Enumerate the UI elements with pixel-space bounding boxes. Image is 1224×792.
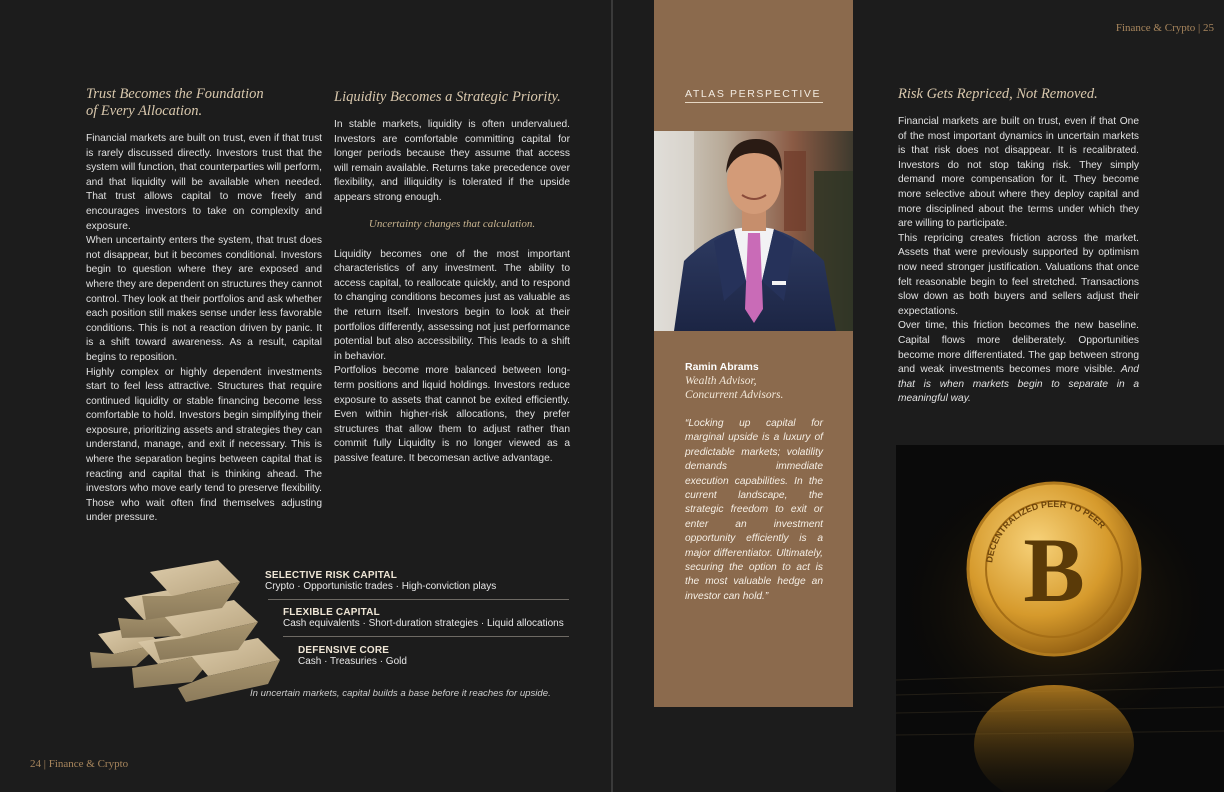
heading-risk: Risk Gets Repriced, Not Removed. [898, 86, 1098, 102]
column-liquidity [334, 86, 570, 466]
section-name: Finance & Crypto [48, 758, 129, 770]
paragraph: In stable markets, liquidity is often undervalued. Investors are comfortable committing capital for longer periods because they assume that access will remain available. Returns take precedence over flexibility, and illiquidity is tolerated if the upside appears strong enough. [334, 119, 570, 203]
advisor-name: Ramin Abrams [685, 361, 759, 373]
heading-trust [86, 86, 322, 120]
bitcoin-coin-photo [896, 445, 1224, 792]
tier-divider [283, 636, 569, 637]
page-number: 25 [1203, 22, 1214, 34]
paragraph: This repricing creates friction across the market. Assets that were previously supported by optimism now need stronger justification. Valuations that once felt reasonable begin to feel stretched. Transactions slow down as both buyers and sellers adjust their expectations. [898, 232, 1139, 317]
tier-subtitle: Cash · Treasuries · Gold [298, 656, 407, 667]
bitcoin-image [896, 445, 1224, 792]
page-number: 24 [30, 758, 41, 770]
bitcoin-symbol: B [1023, 519, 1085, 621]
tier-subtitle: Crypto · Opportunistic trades · High-conviction plays [265, 581, 497, 592]
tier-selective-risk [265, 570, 496, 592]
paragraph: Financial markets are built on trust, even if that One of the most important dynamics in uncertain markets is that risk does not disappear. It is recalibrated. Investors do not stop taking risk. They simply demand more compensation for it. They become more selective about where they deploy capital and more disciplined about the terms under which they are willing to participate. [898, 116, 1139, 230]
right-page [613, 0, 1224, 792]
coin-inscription: DECENTRALIZED PEER TO PEER [984, 498, 1108, 564]
section-name: Finance & Crypto [1115, 22, 1196, 34]
page-folio-left: 24 | Finance & Crypto [30, 758, 129, 770]
body-risk [898, 115, 1139, 407]
tier-divider [268, 599, 569, 600]
column-risk [898, 86, 1139, 407]
tier-flexible [283, 607, 564, 629]
paragraph [898, 319, 1139, 407]
gold-bars-illustration [88, 556, 288, 704]
heading-trust-line1: Trust Becomes the Foundation [86, 86, 264, 102]
paragraph: When uncertainty enters the system, that trust does not disappear, but it becomes conditional. Investors begin to question where they are exposed and where they are dependent on structures they cannot control. They look at their portfolios and ask whether each position still makes sense under less favorable conditions. This is not a reaction driven by panic. It is a shift toward awareness. As a result, capital begins to reposition. [86, 235, 322, 363]
tier-defensive [298, 645, 407, 667]
paragraph: Liquidity becomes one of the most important characteristics of any investment. The ability to access capital, to reallocate quickly, and to respond to changing conditions becomes just as valuable as the return itself. Investors begin to look at their portfolios differently, assessing not just performance potential but also accessibility. This leads to a shift in behavior. [334, 248, 570, 362]
tier-title: SELECTIVE RISK CAPITAL [265, 570, 398, 581]
column-trust [86, 86, 322, 526]
advisor-photo [654, 131, 853, 331]
advisor-company: Concurrent Advisors. [685, 389, 784, 401]
advisor-title: Wealth Advisor, [685, 375, 757, 387]
body-liquidity-top [334, 118, 570, 206]
sidebar-label: ATLAS PERSPECTIVE [685, 88, 822, 100]
paragraph-emphasis: And that is when markets begin to separate in a meaningful way. [898, 364, 1139, 405]
tier-title: DEFENSIVE CORE [298, 645, 390, 656]
pull-quote: Uncertainty changes that calculation. [368, 217, 536, 230]
diagram-caption: In uncertain markets, capital builds a base before it reaches for upside. [250, 688, 551, 699]
advisor-quote: “Locking up capital for marginal upside is a luxury of predictable markets; volatility demands immediate execution capabilities. In the current landscape, the strategic freedom to exit or enter an investment opportunity efficiently is a major differentiator. Ultimately, securing the option to act is the most valuable hedge an investor can hold.” [685, 418, 823, 602]
body-liquidity-bottom [334, 248, 570, 467]
sidebar-rule [685, 102, 823, 103]
tier-subtitle: Cash equivalents · Short-duration strategies · Liquid allocations [283, 618, 564, 629]
advisor-portrait [654, 131, 853, 331]
paragraph: Portfolios become more balanced between long-term positions and liquid holdings. Investors reduce exposure to assets that cannot be exited efficiently. Even within higher-risk allocations, they prefer structures that allow them to adjust rather than commit fully Liquidity is no longer viewed as a passive feature. It becomesan active advantage. [334, 365, 570, 464]
perspective-sidebar [654, 0, 853, 707]
heading-liquidity: Liquidity Becomes a Strategic Priority. [334, 89, 561, 105]
paragraph-text: Over time, this friction becomes the new baseline. Capital flows more deliberately. Opportunities become more differentiated. The gap between strong and weak investments becomes more visible. [898, 320, 1139, 376]
page-folio-right: Finance & Crypto | 25 [1115, 22, 1214, 34]
paragraph: Highly complex or highly dependent investments start to feel less attractive. Structures that require continued liquidity or stable financing become less comfortable to hold. Investors begin simplifying their exposure, prioritizing assets and strategies they can understand, manage, and exit if necessary. This is where the separation begins between capital that is reacting and capital that is thinking ahead. The investors who move early tend to preserve flexibility. Those who wait often find themselves adjusting under pressure. [86, 366, 322, 524]
body-trust [86, 132, 322, 526]
heading-trust-line2: of Every Allocation. [86, 103, 203, 119]
paragraph: Financial markets are built on trust, even if that trust is rarely discussed directly. Investors trust that the system will function, that counterparties will perform, and that liquidity will be available when needed. That trust allows capital to move freely and encourages investors to take on complexity and exposure. [86, 133, 322, 232]
tier-title: FLEXIBLE CAPITAL [283, 607, 380, 618]
advisor-role [685, 374, 783, 402]
